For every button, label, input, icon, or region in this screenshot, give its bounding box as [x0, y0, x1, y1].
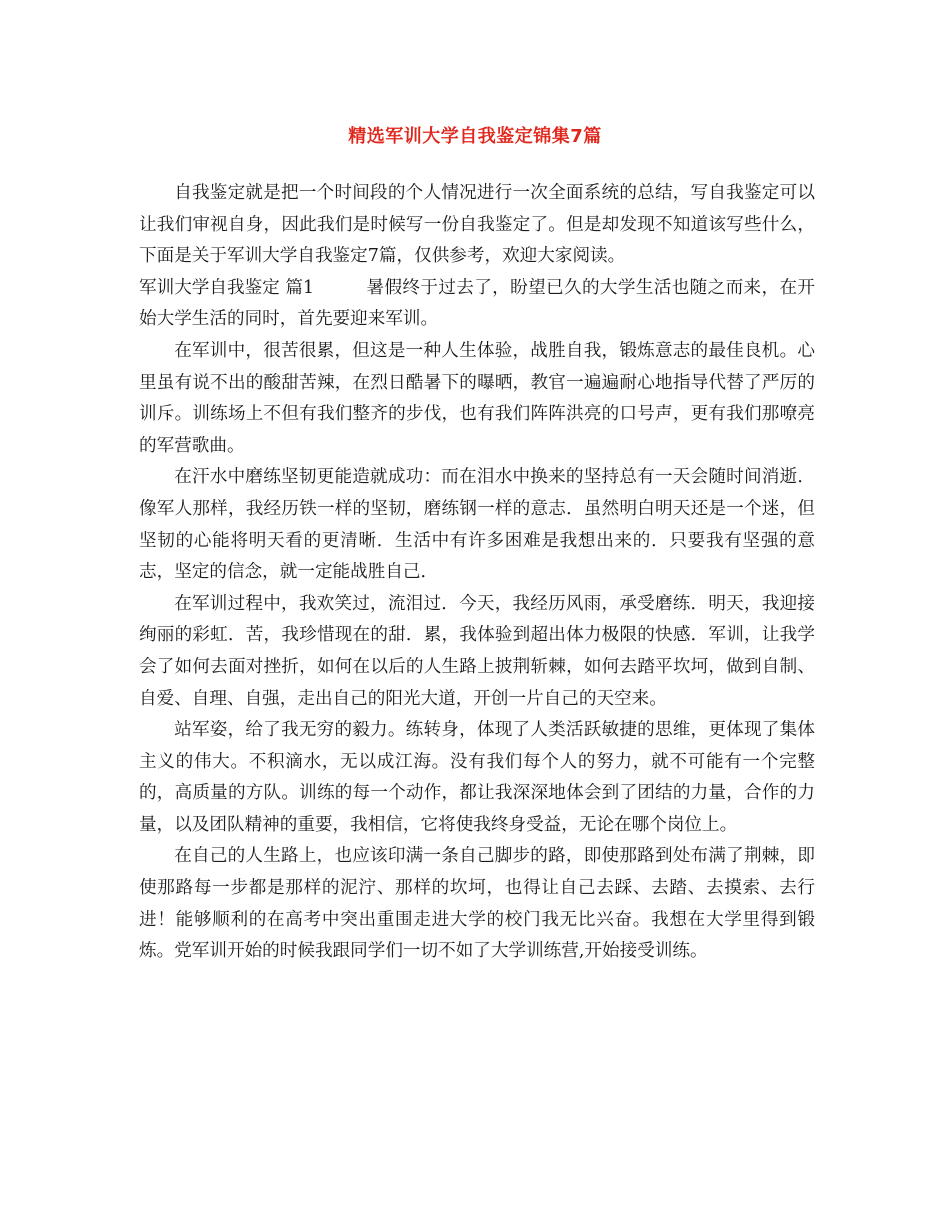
document-body	[139, 178, 815, 968]
intro-paragraph: 自我鉴定就是把一个时间段的个人情况进行一次全面系统的总结，写自我鉴定可以让我们审视自身，因此我们是时候写一份自我鉴定了。但是却发现不知道该写些什么，下面是关于军训大学自我鉴定7篇，仅供参考，欢迎大家阅读。	[139, 183, 815, 267]
section-label: 军训大学自我鉴定 篇1	[139, 277, 315, 298]
document-title: 精选军训大学自我鉴定锦集7篇	[348, 126, 602, 147]
body-paragraph-5: 在自己的人生路上，也应该印满一条自己脚步的路，即使那路到处布满了荆棘，即使那路每一步都是那样的泥泞、那样的坎坷，也得让自己去踩、去踏、去摸索、去行进！能够顺利的在高考中突出重围走进大学的校门我无比兴奋。我想在大学里得到锻炼。党军训开始的时候我跟同学们一切不如了大学训练营,开始接受训练。	[139, 846, 815, 962]
body-paragraph-3: 在军训过程中，我欢笑过，流泪过．今天，我经历风雨，承受磨练．明天，我迎接绚丽的彩虹．苦，我珍惜现在的甜．累，我体验到超出体力极限的快感．军训，让我学会了如何去面对挫折，如何在以后的人生路上披荆斩棘，如何去踏平坎坷，做到自制、自爱、自理、自强，走出自己的阳光大道，开创一片自己的天空来。	[139, 593, 815, 709]
body-paragraph-2: 在汗水中磨练坚韧更能造就成功：而在泪水中换来的坚持总有一天会随时间消逝．像军人那样，我经历铁一样的坚韧，磨练钢一样的意志．虽然明白明天还是一个迷，但坚韧的心能将明天看的更清晰．生活中有许多困难是我想出来的．只要我有坚强的意志，坚定的信念，就一定能战胜自己．	[139, 467, 815, 583]
section-first-text: 暑假终于过去了，盼望已久的大学生活也随之而来，在开始大学生活的同时，首先要迎来军训。	[139, 277, 815, 330]
body-paragraph-1: 在军训中，很苦很累，但这是一种人生体验，战胜自我，锻炼意志的最佳良机。心里虽有说不出的酸甜苦辣，在烈日酷暑下的曝晒，教官一遍遍耐心地指导代替了严厉的训斥。训练场上不但有我们整齐的步伐，也有我们阵阵洪亮的口号声，更有我们那嘹亮的军营歌曲。	[139, 340, 815, 456]
body-paragraph-4: 站军姿，给了我无穷的毅力。练转身，体现了人类活跃敏捷的思维，更体现了集体主义的伟大。不积滴水，无以成江海。没有我们每个人的努力，就不可能有一个完整的，高质量的方队。训练的每一个动作，都让我深深地体会到了团结的力量，合作的力量，以及团队精神的重要，我相信，它将使我终身受益，无论在哪个岗位上。	[139, 720, 815, 835]
section-heading-line	[139, 273, 815, 336]
